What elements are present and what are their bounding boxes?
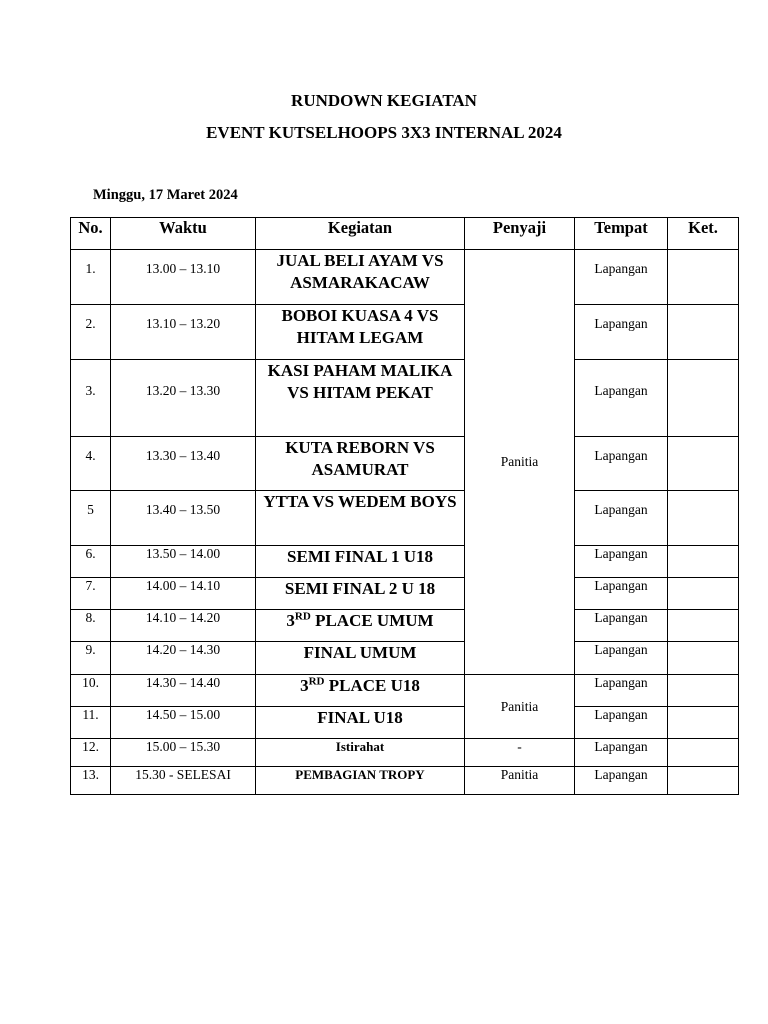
row-waktu: 15.30 - SELESAI [111,767,256,795]
row-no: 11. [71,707,111,739]
row-ket [668,610,739,642]
rundown-table [70,217,739,795]
row-waktu: 13.10 – 13.20 [111,305,256,360]
row-no: 13. [71,767,111,795]
row-no: 6. [71,546,111,578]
column-header-ket: Ket. [668,218,739,250]
row-no: 5 [71,491,111,546]
row-no: 4. [71,437,111,491]
row-kegiatan: 3RD PLACE U18 [256,675,465,707]
row-ket [668,437,739,491]
row-tempat: Lapangan [575,305,668,360]
row-tempat: Lapangan [575,546,668,578]
row-tempat: Lapangan [575,642,668,675]
row-tempat: Lapangan [575,491,668,546]
row-waktu: 14.50 – 15.00 [111,707,256,739]
table-row [71,546,739,578]
table-row [71,250,739,305]
row-waktu: 13.20 – 13.30 [111,360,256,437]
table-row [71,437,739,491]
row-ket [668,250,739,305]
row-waktu: 14.30 – 14.40 [111,675,256,707]
row-no: 3. [71,360,111,437]
row-waktu: 14.10 – 14.20 [111,610,256,642]
column-header-penyaji: Penyaji [465,218,575,250]
row-waktu: 14.20 – 14.30 [111,642,256,675]
row-waktu: 14.00 – 14.10 [111,578,256,610]
row-kegiatan: SEMI FINAL 2 U 18 [256,578,465,610]
table-header-row [71,218,739,250]
row-kegiatan: PEMBAGIAN TROPY [256,767,465,795]
row-no: 12. [71,739,111,767]
column-header-no: No. [71,218,111,250]
column-header-waktu: Waktu [111,218,256,250]
row-kegiatan: KUTA REBORN VS ASAMURAT [256,437,465,491]
row-ket [668,675,739,707]
row-no: 7. [71,578,111,610]
row-kegiatan: SEMI FINAL 1 U18 [256,546,465,578]
row-ket [668,642,739,675]
row-kegiatan: Istirahat [256,739,465,767]
table-row [71,675,739,707]
table-row [71,578,739,610]
row-no: 10. [71,675,111,707]
row-tempat: Lapangan [575,250,668,305]
document-title: RUNDOWN KEGIATAN [291,91,477,110]
row-ket [668,707,739,739]
row-tempat: Lapangan [575,675,668,707]
row-tempat: Lapangan [575,437,668,491]
row-kegiatan: YTTA VS WEDEM BOYS [256,491,465,546]
row-no: 9. [71,642,111,675]
row-ket [668,360,739,437]
row-no: 8. [71,610,111,642]
row-waktu: 15.00 – 15.30 [111,739,256,767]
row-ket [668,767,739,795]
row-kegiatan: FINAL U18 [256,707,465,739]
row-ket [668,305,739,360]
table-row [71,610,739,642]
table-row [71,767,739,795]
row-ket [668,578,739,610]
row-ket [668,491,739,546]
document-subtitle: EVENT KUTSELHOOPS 3X3 INTERNAL 2024 [206,123,562,142]
row-waktu: 13.00 – 13.10 [111,250,256,305]
row-ket [668,739,739,767]
table-row [71,739,739,767]
table-row [71,642,739,675]
row-tempat: Lapangan [575,578,668,610]
row-penyaji-group: Panitia [465,675,575,739]
row-no: 1. [71,250,111,305]
row-tempat: Lapangan [575,767,668,795]
column-header-tempat: Tempat [575,218,668,250]
row-penyaji-group: Panitia [465,250,575,675]
row-kegiatan: 3RD PLACE UMUM [256,610,465,642]
row-kegiatan: BOBOI KUASA 4 VS HITAM LEGAM [256,305,465,360]
row-tempat: Lapangan [575,739,668,767]
row-kegiatan: KASI PAHAM MALIKA VS HITAM PEKAT [256,360,465,437]
row-tempat: Lapangan [575,360,668,437]
column-header-kegiatan: Kegiatan [256,218,465,250]
row-tempat: Lapangan [575,707,668,739]
table-row [71,491,739,546]
row-waktu: 13.50 – 14.00 [111,546,256,578]
table-row [71,707,739,739]
row-waktu: 13.40 – 13.50 [111,491,256,546]
row-penyaji: - [465,739,575,767]
row-waktu: 13.30 – 13.40 [111,437,256,491]
table-row [71,305,739,360]
row-penyaji: Panitia [465,767,575,795]
row-tempat: Lapangan [575,610,668,642]
row-kegiatan: JUAL BELI AYAM VS ASMARAKACAW [256,250,465,305]
event-date: Minggu, 17 Maret 2024 [93,187,238,203]
row-no: 2. [71,305,111,360]
table-row [71,360,739,437]
row-ket [668,546,739,578]
row-kegiatan: FINAL UMUM [256,642,465,675]
